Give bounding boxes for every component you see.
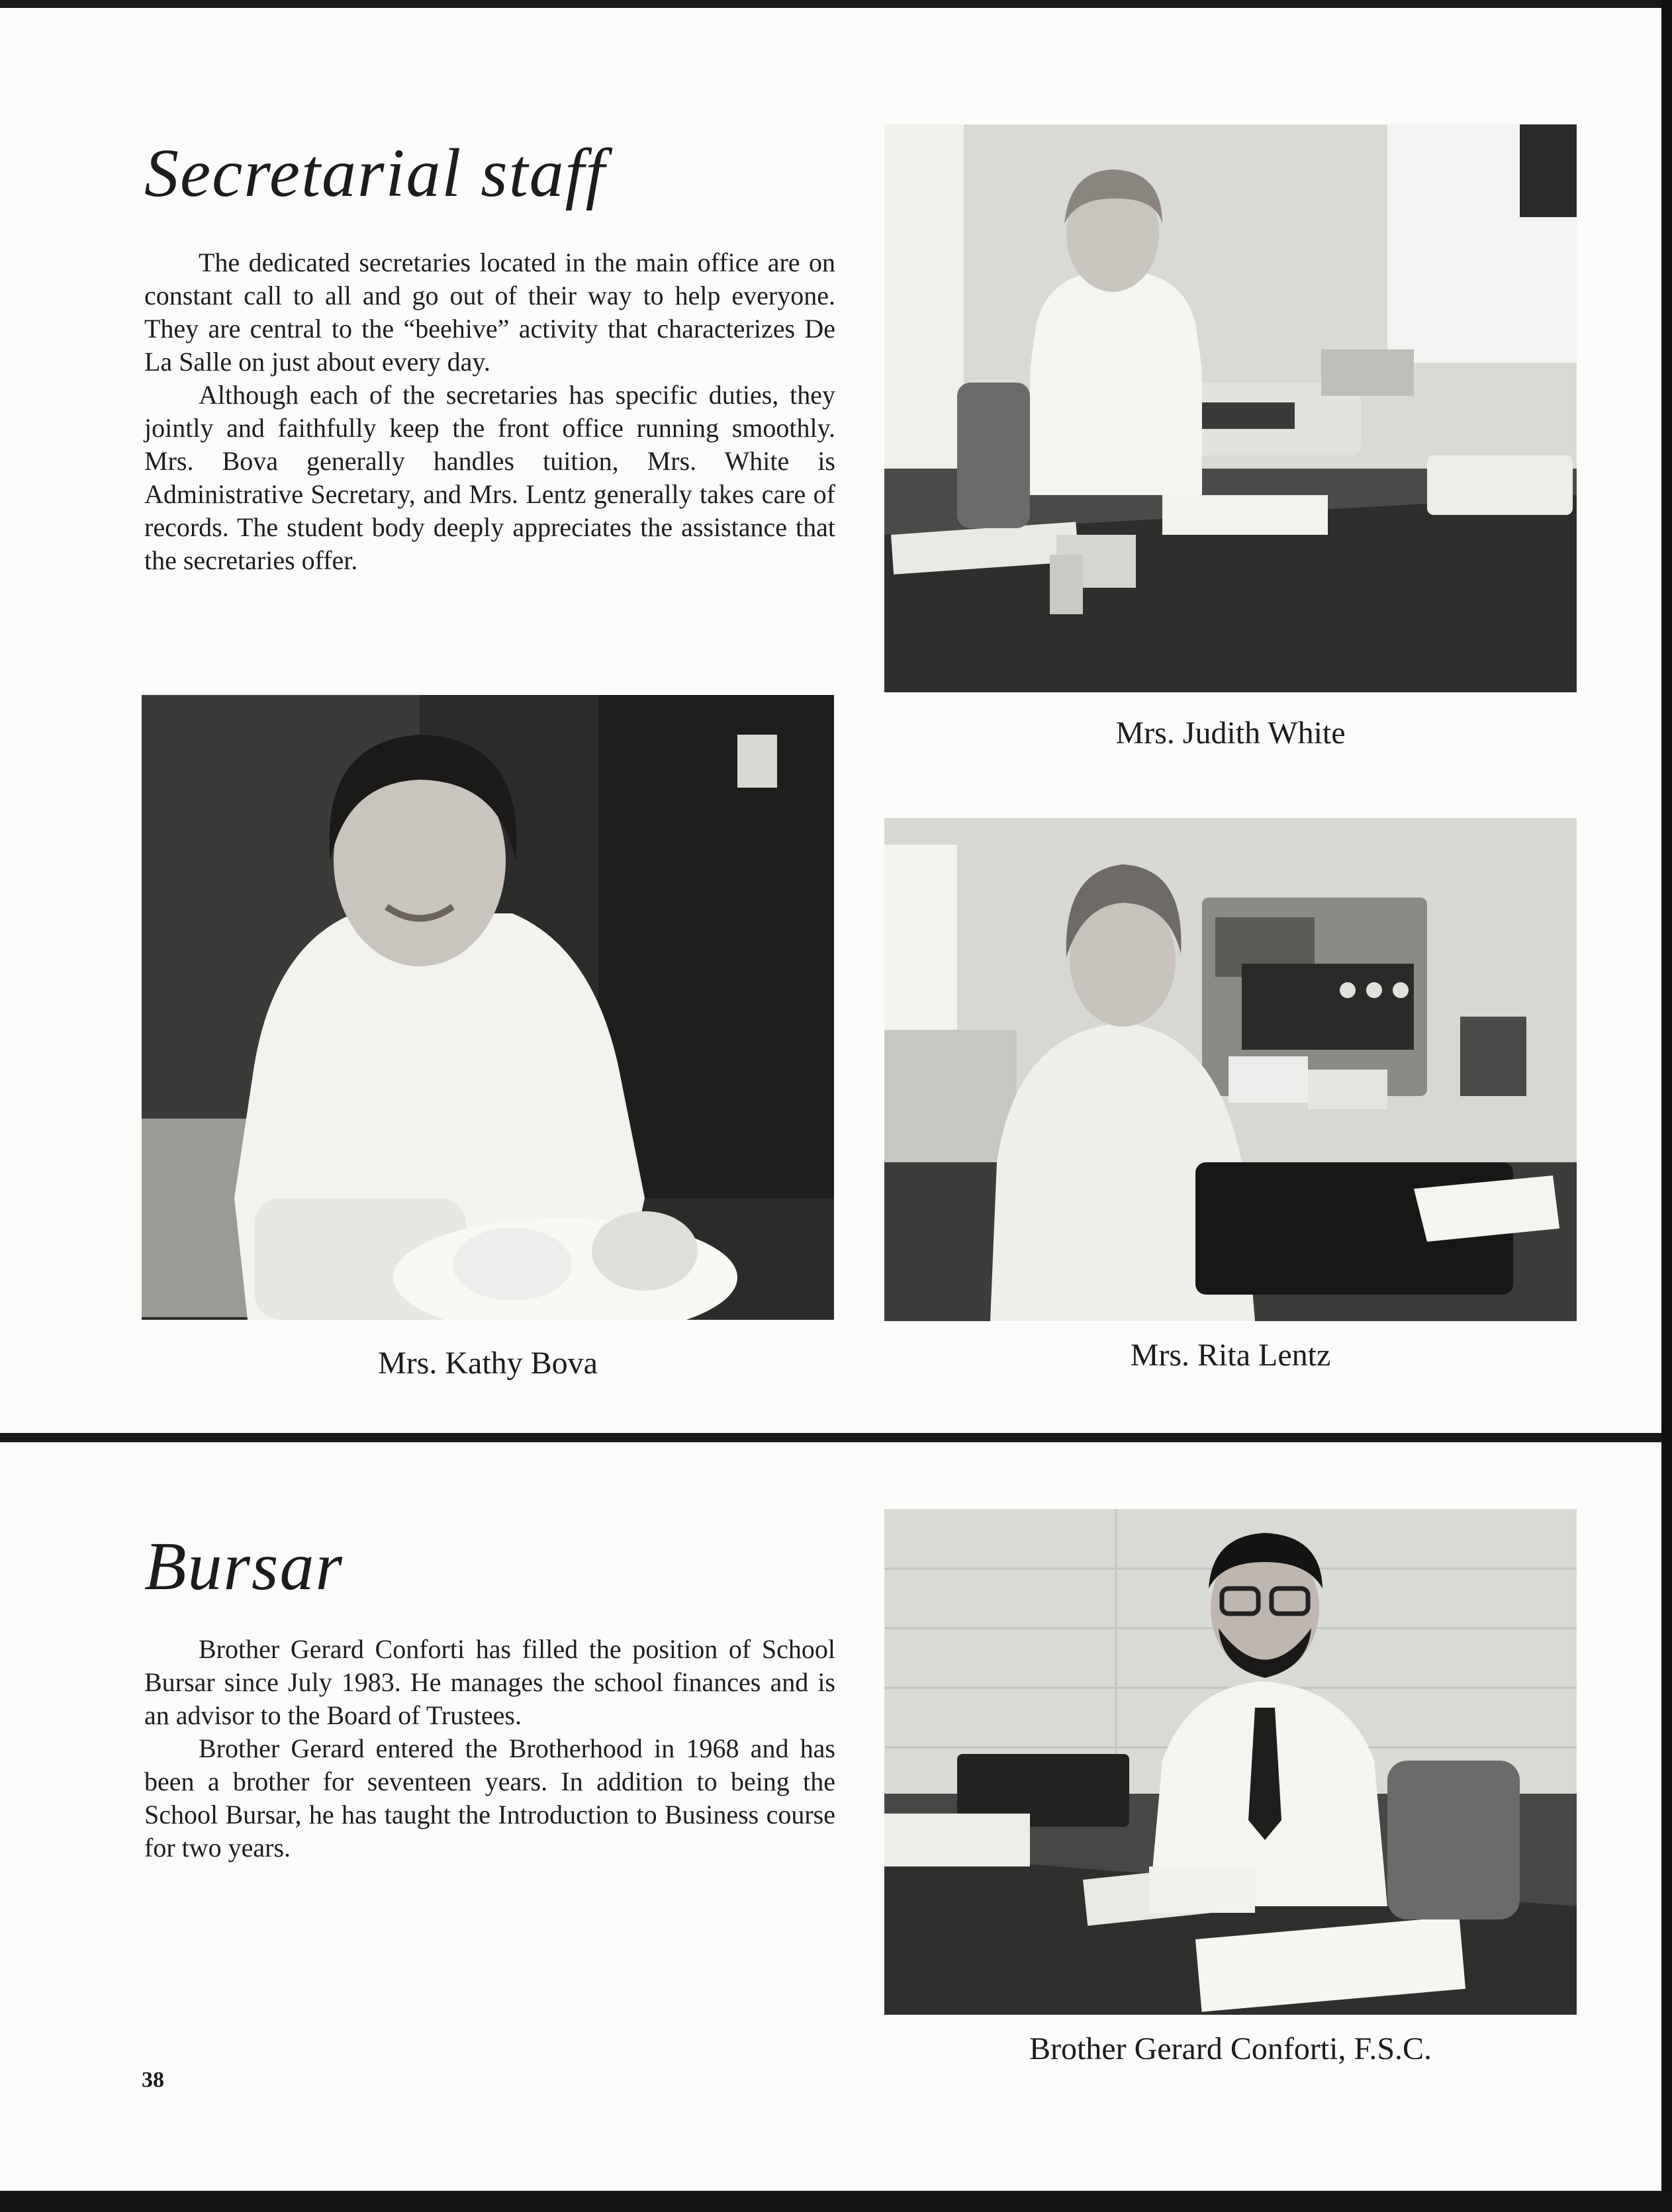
paragraph: Brother Gerard Conforti has filled the position of School Bursar since July 1983. He manages the school finances and is an advisor to the Board of Trustees. (144, 1634, 835, 1730)
page-number: 38 (142, 2068, 164, 2092)
portrait-photo-icon (884, 818, 1577, 1321)
portrait-photo-icon (884, 1509, 1577, 2015)
yearbook-page (0, 8, 1661, 2191)
page-edge-bottom (0, 2191, 1672, 2212)
photo-gerard-conforti (884, 1509, 1577, 2015)
photo-caption: Mrs. Judith White (1115, 715, 1346, 751)
secretarial-body (144, 246, 835, 577)
paragraph: Although each of the secretaries has specific duties, they jointly and faithfully keep the front office running smoothly. Mrs. Bova generally handles tuition, Mrs. White is Administrative Secretary, and Mrs. Lentz generally takes care of records. The student body deeply appreciates the assistance that the secretaries offer. (144, 380, 835, 575)
page-edge-right (1661, 0, 1672, 2212)
portrait-photo-icon (142, 695, 834, 1320)
bursar-body (144, 1633, 835, 1865)
section-heading-secretarial: Secretarial staff (144, 135, 606, 211)
section-heading-bursar: Bursar (144, 1528, 344, 1604)
photo-rita-lentz (884, 818, 1577, 1321)
photo-judith-white (884, 124, 1577, 692)
paragraph: The dedicated secretaries located in the main office are on constant call to all and go out of their way to help everyone. They are central to the “beehive” activity that characterizes De La Salle on just about every day. (144, 248, 835, 377)
photo-caption: Mrs. Rita Lentz (1130, 1338, 1331, 1373)
section-divider (0, 1433, 1661, 1442)
photo-kathy-bova (142, 695, 834, 1320)
portrait-photo-icon (884, 124, 1577, 692)
paragraph: Brother Gerard entered the Brotherhood in 1968 and has been a brother for seventeen years. In addition to being the School Bursar, he has taught the Introduction to Business course for two years. (144, 1733, 835, 1863)
photo-caption: Brother Gerard Conforti, F.S.C. (1029, 2031, 1432, 2066)
photo-caption: Mrs. Kathy Bova (378, 1346, 598, 1381)
